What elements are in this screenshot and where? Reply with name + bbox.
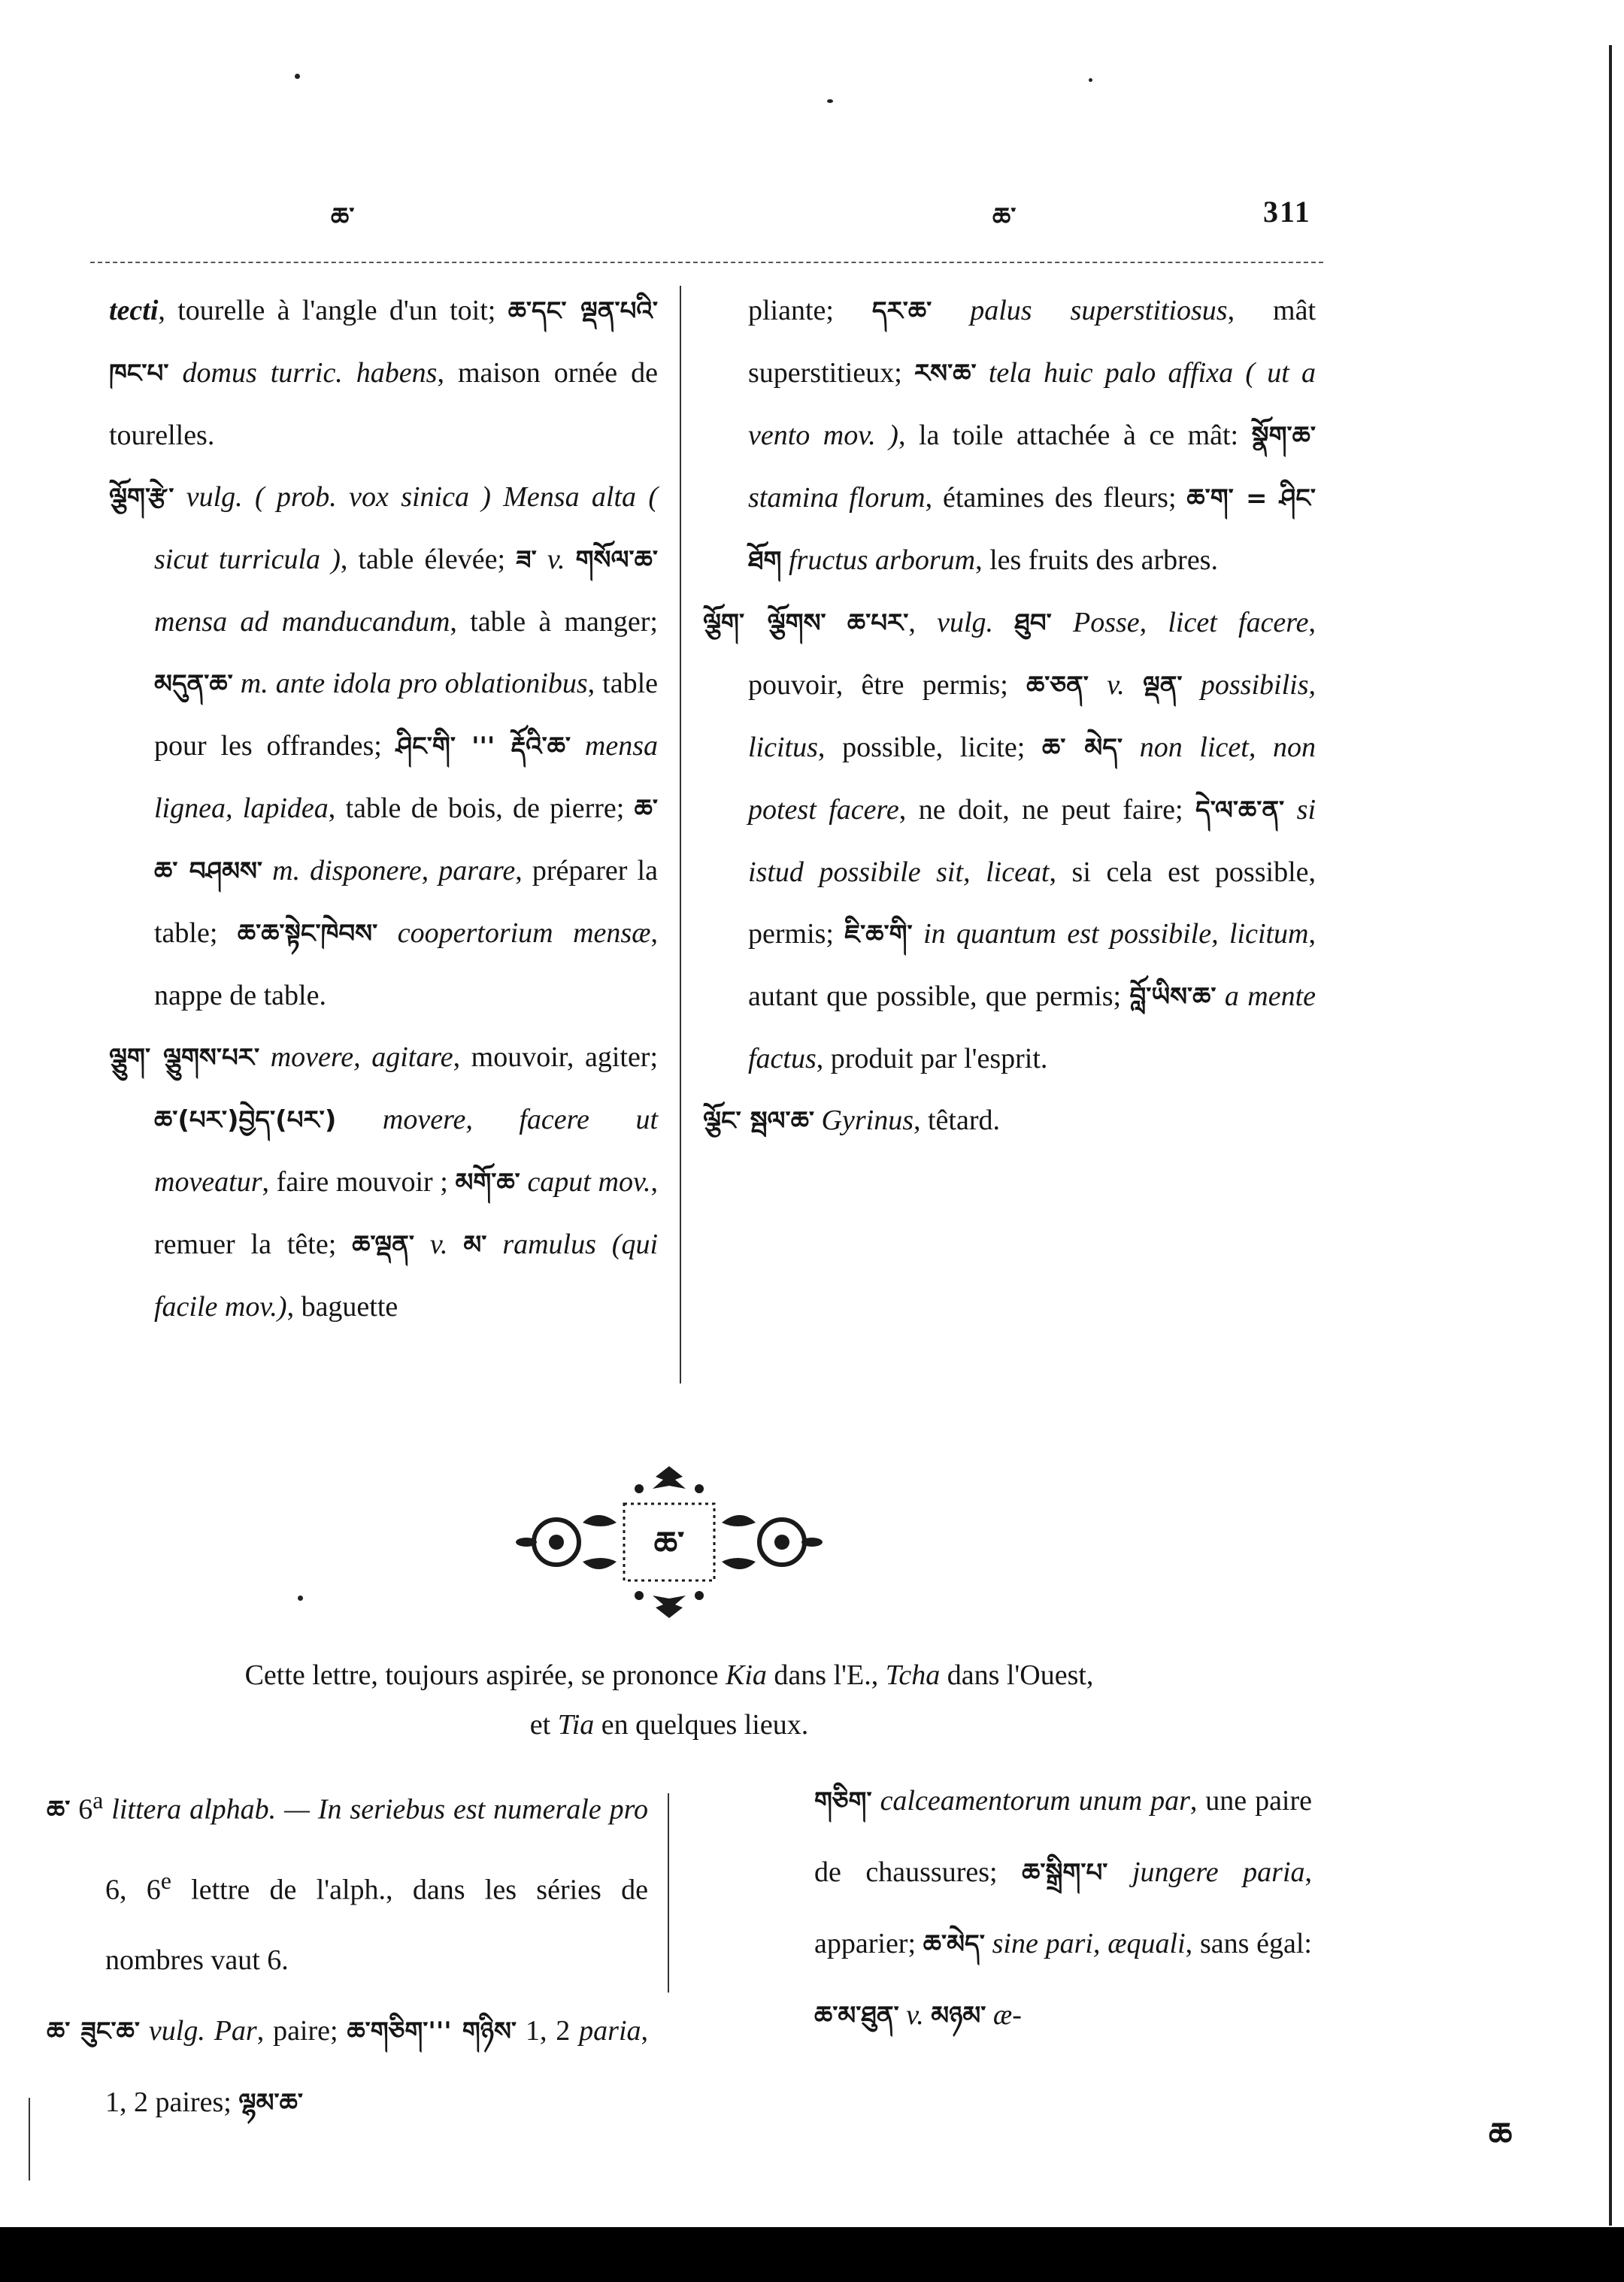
running-head-right: ཆ་ [992,202,1017,232]
ornament-letter: ཆ་ [653,1525,685,1563]
intro-line-2: et Tia en quelques lieux. [529,1709,809,1741]
margin-mark: ཆ [1489,2116,1513,2154]
margin-line [29,2098,30,2180]
dictionary-entry: ལྕོག་ ལྕོགས་ ཆ་པར་, vulg. ཐུབ་ Posse, licet facere, pouvoir, être permis; ཆ་ཅན་ v. ལྡན་ possibilis, licitus, possible, licite; ཆ་ མེད་ non licet, non potest facere, ne doit, ne peut faire; དེ་ལ་ཆ་ན་ si istud possibile sit, liceat, si cela est possible, permis; ཇི་ཆ་གི་ in quantum est possibile, licitum, autant que possible, que permis; བློ་ཡིས་ཆ་ a mente factus, produit par l'esprit. [703,607,1316,1074]
speck [295,74,300,79]
dictionary-entry: ཆ་ 6$^a$ littera alphab. — In seriebus est numerale pro 6, 6e lettre de l'alph., dans les séries de nombres vaut 6. [47,1787,649,1977]
lower-left-column [47,1765,648,2138]
lower-column-divider [668,1793,669,1993]
ornament-vignette [511,1459,827,1624]
dictionary-entry: ལྕུག་ ལྕུགས་པར་ movere, agitare, mouvoir, agiter; ཆ་(པར་)བྱེད་(པར་) movere, facere ut moveatur, faire mouvoir ; མགོ་ཆ་ caput mov., remuer la tête; ཆ་ལྡན་ v. མ་ ramulus (qui facile mov.), baguette [109,1041,659,1323]
ornament-bottom-flourish [653,1596,686,1618]
ornament-top-flourish [653,1466,686,1489]
lower-right-column [756,1765,1312,2051]
page-edge-line [1609,45,1612,2226]
dictionary-entry: tecti, tourelle à l'angle d'un toit; ཆ་དང་ ལྡན་པའི་ཁང་པ་ domus turric. habens, maison ornée de tourelles. [109,295,658,451]
speck [1089,78,1092,82]
left-column [109,280,658,1338]
dictionary-entry: pliante; དར་ཆ་ palus superstitiosus, mât superstitieux; རས་ཆ་ tela huic palo affixa ( ut a vento mov. ), la toile attachée à ce mât: སྣོག་ཆ་ stamina florum, étamines des fleurs; ཆ་ག་ = ཤིང་ཐོག fructus arborum, les fruits des arbres. [748,295,1316,576]
column-divider [680,286,681,1383]
dictionary-entry: ལྕོག་རྩེ་ vulg. ( prob. vox sinica ) Mensa alta ( sicut turricula ), table élevée; ཟ་ v. གསོལ་ཆ་ mensa ad manducandum, table à manger; མདུན་ཆ་ m. ante idola pro oblationibus, table pour les offrandes; ཤིང་གི་ ''' རྡོའི་ཆ་ mensa lignea, lapidea, table de bois, de pierre; ཆ་ཆ་ བཤམས་ m. disponere, parare, préparer la table; ཆ་ཆ་སྟེང་ཁེབས་ coopertorium mensæ, nappe de table. [109,481,659,1011]
letter-introduction [75,1650,1263,1750]
header-rule [90,262,1323,263]
speck [827,99,833,103]
scan-bottom-edge [0,2227,1624,2282]
speck [298,1596,303,1601]
running-head-left: ཆ་ [331,202,355,232]
dictionary-entry: ལྕོང་ སྦལ་ཆ་ Gyrinus, têtard. [703,1105,1001,1136]
dictionary-entry: ཆ་ ཟུང་ཆ་ vulg. Par, paire; ཆ་གཅིག་''' གཉིས་ 1, 2 paria, 1, 2 paires; ལྷམ་ཆ་ [47,2015,649,2119]
page-number: 311 [1263,195,1311,229]
dictionary-entry: གཅིག་ calceamentorum unum par, une paire de chaussures; ཆ་སྒྲིག་པ་ jungere paria, apparier; ཆ་མེད་ sine pari, æquali, sans égal: ཆ་མ་ཐུན་ v. མཉམ་ æ- [814,1785,1313,2031]
intro-line-1: Cette lettre, toujours aspirée, se prononce Kia dans l'E., Tcha dans l'Ouest, [244,1659,1094,1691]
right-column [703,280,1316,1152]
